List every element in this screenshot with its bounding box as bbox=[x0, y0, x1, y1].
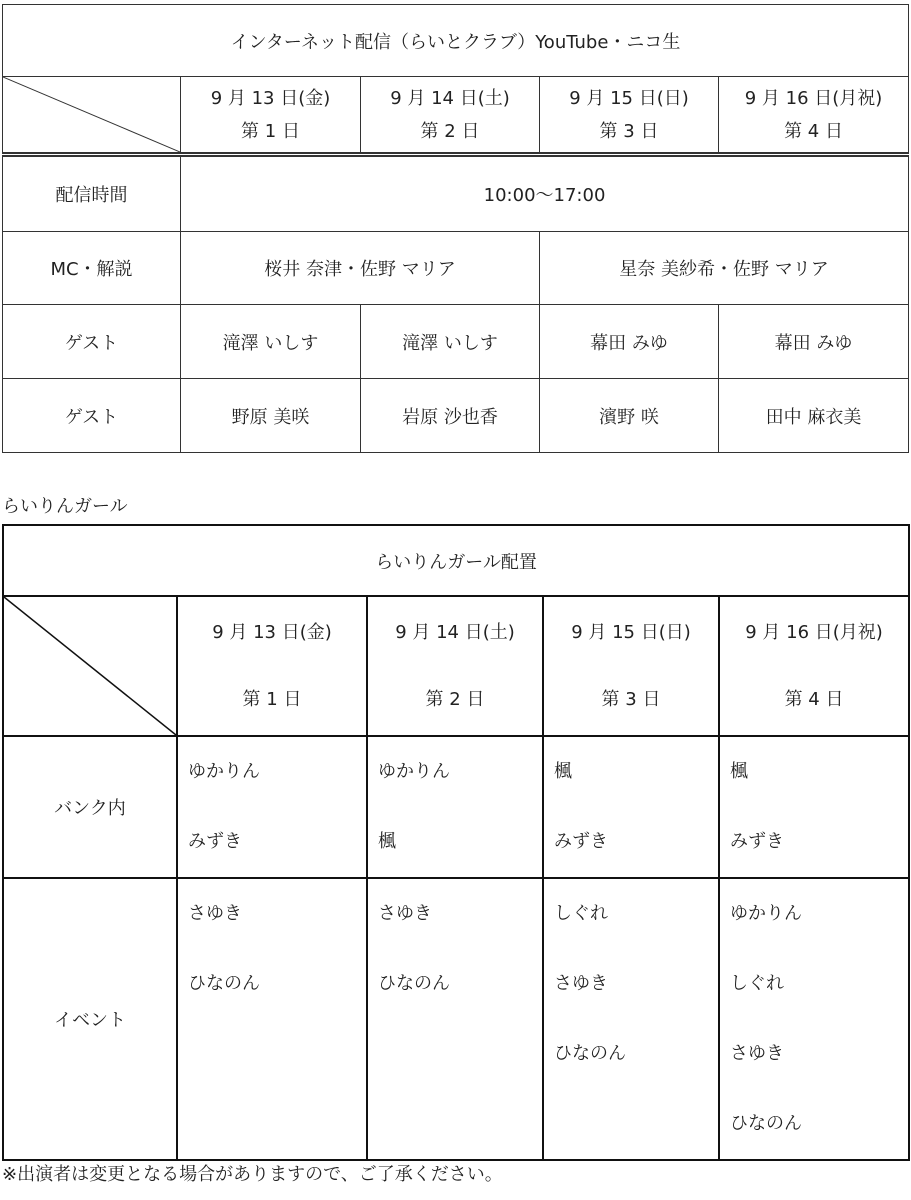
cell bbox=[543, 736, 719, 878]
member-name: ひなのん bbox=[554, 1043, 626, 1064]
cell bbox=[367, 878, 543, 1160]
cell: 滝澤 いしす bbox=[361, 305, 540, 379]
cell: 桜井 奈津・佐野 マリア bbox=[181, 232, 540, 305]
cell: 幕田 みゆ bbox=[719, 305, 909, 379]
section-heading: らいりんガール bbox=[2, 496, 128, 517]
row-label: ゲスト bbox=[3, 305, 181, 379]
member-name: 楓 bbox=[378, 831, 396, 852]
day-header: 9 月 13 日(金) 第 1 日 bbox=[181, 77, 361, 155]
day-header: 9 月 15 日(日) 第 3 日 bbox=[540, 77, 719, 155]
member-name: さゆき bbox=[730, 1043, 784, 1064]
table-row bbox=[3, 736, 909, 878]
member-name: ひなのん bbox=[378, 973, 450, 994]
member-name: さゆき bbox=[378, 903, 432, 924]
member-name: 楓 bbox=[554, 761, 572, 782]
member-name: ゆかりん bbox=[378, 761, 450, 782]
footnote: ※出演者は変更となる場合がありますので、ご了承ください。 bbox=[2, 1164, 503, 1185]
row-label: 配信時間 bbox=[3, 155, 181, 232]
member-name: しぐれ bbox=[730, 973, 784, 994]
table-title: らいりんガール配置 bbox=[3, 525, 909, 596]
member-name: みずき bbox=[188, 831, 242, 852]
table-row bbox=[3, 232, 909, 305]
member-name: ゆかりん bbox=[188, 761, 260, 782]
cell bbox=[719, 878, 909, 1160]
member-name: みずき bbox=[554, 831, 608, 852]
table-row bbox=[3, 379, 909, 453]
member-name: さゆき bbox=[188, 903, 242, 924]
cell bbox=[543, 878, 719, 1160]
diagonal-corner-cell bbox=[3, 596, 177, 736]
row-label: イベント bbox=[3, 878, 177, 1160]
day-header: 9 月 14 日(土) 第 2 日 bbox=[367, 596, 543, 736]
streaming-schedule-table bbox=[2, 4, 909, 453]
row-label: ゲスト bbox=[3, 379, 181, 453]
day-header: 9 月 15 日(日) 第 3 日 bbox=[543, 596, 719, 736]
row-label: バンク内 bbox=[3, 736, 177, 878]
cell: 10:00～17:00 bbox=[181, 155, 909, 232]
cell: 野原 美咲 bbox=[181, 379, 361, 453]
cell: 星奈 美紗希・佐野 マリア bbox=[540, 232, 909, 305]
diagonal-corner-cell bbox=[3, 77, 181, 155]
table-row bbox=[3, 305, 909, 379]
cell: 岩原 沙也香 bbox=[361, 379, 540, 453]
day-header: 9 月 16 日(月祝) 第 4 日 bbox=[719, 77, 909, 155]
cell: 濱野 咲 bbox=[540, 379, 719, 453]
cell bbox=[177, 736, 367, 878]
day-header: 9 月 14 日(土) 第 2 日 bbox=[361, 77, 540, 155]
table-title: インターネット配信（らいとクラブ）YouTube・ニコ生 bbox=[3, 5, 909, 77]
member-name: 楓 bbox=[730, 761, 748, 782]
member-name: ひなのん bbox=[730, 1113, 802, 1134]
member-name: さゆき bbox=[554, 973, 608, 994]
member-name: ゆかりん bbox=[730, 903, 802, 924]
table-row bbox=[3, 878, 909, 1160]
day-header: 9 月 16 日(月祝) 第 4 日 bbox=[719, 596, 909, 736]
cell: 滝澤 いしす bbox=[181, 305, 361, 379]
table-row bbox=[3, 155, 909, 232]
cell: 幕田 みゆ bbox=[540, 305, 719, 379]
cell bbox=[367, 736, 543, 878]
girls-placement-table bbox=[2, 524, 910, 1161]
cell bbox=[177, 878, 367, 1160]
member-name: みずき bbox=[730, 831, 784, 852]
member-name: ひなのん bbox=[188, 973, 260, 994]
row-label: MC・解説 bbox=[3, 232, 181, 305]
cell bbox=[719, 736, 909, 878]
cell: 田中 麻衣美 bbox=[719, 379, 909, 453]
day-header: 9 月 13 日(金) 第 1 日 bbox=[177, 596, 367, 736]
member-name: しぐれ bbox=[554, 903, 608, 924]
